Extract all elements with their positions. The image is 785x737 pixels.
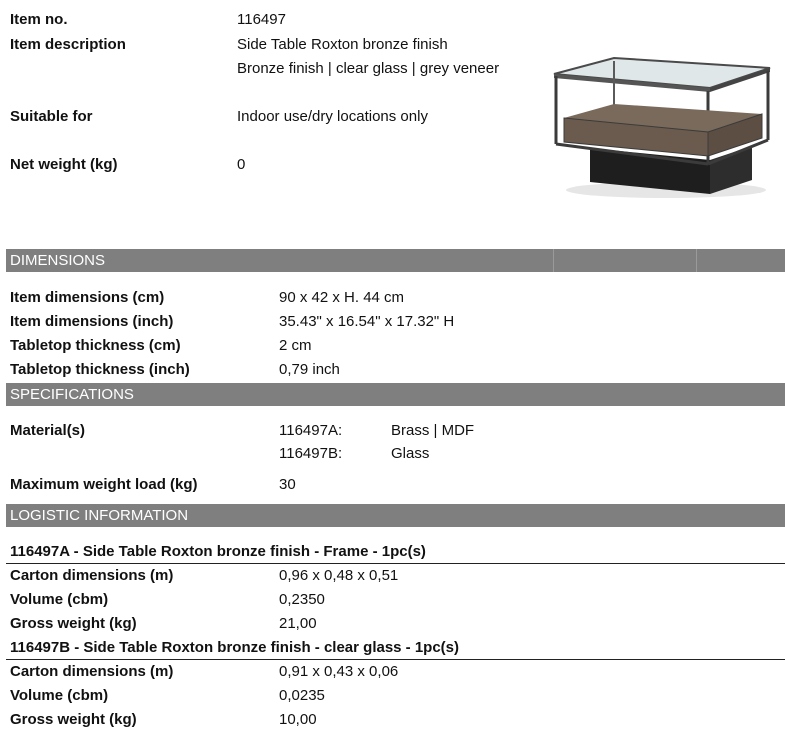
carton-dimensions-value: 0,91 x 0,43 x 0,06 (279, 663, 399, 680)
package-heading: 116497A - Side Table Roxton bronze finish - Frame - 1pc(s) (10, 543, 426, 560)
suitable-for-value: Indoor use/dry locations only (237, 108, 428, 125)
item-description-line1: Side Table Roxton bronze finish (237, 36, 448, 53)
material-code: 116497B: (279, 445, 343, 462)
gross-weight-value: 10,00 (279, 711, 317, 728)
divider (6, 563, 785, 564)
item-dimensions-cm-value: 90 x 42 x H. 44 cm (279, 289, 405, 306)
header-divider (553, 249, 554, 272)
gross-weight-label: Gross weight (kg) (10, 711, 137, 728)
material-code: 116497A: (279, 422, 343, 439)
item-no-label: Item no. (10, 11, 68, 28)
suitable-for-label: Suitable for (10, 108, 93, 125)
item-description-label: Item description (10, 36, 126, 53)
item-description-line2: Bronze finish | clear glass | grey veneer (237, 60, 500, 77)
logistic-section-header (6, 504, 785, 527)
net-weight-value: 0 (237, 156, 246, 173)
tabletop-thickness-inch-value: 0,79 inch (279, 361, 340, 378)
divider (6, 659, 785, 660)
gross-weight-value: 21,00 (279, 615, 317, 632)
volume-value: 0,2350 (279, 591, 325, 608)
carton-dimensions-label: Carton dimensions (m) (10, 663, 174, 680)
specifications-title: SPECIFICATIONS (10, 386, 134, 403)
package-heading: 116497B - Side Table Roxton bronze finish - clear glass - 1pc(s) (10, 639, 460, 656)
dimensions-section-header (6, 249, 785, 272)
item-no-value: 116497 (237, 11, 286, 28)
carton-dimensions-label: Carton dimensions (m) (10, 567, 174, 584)
volume-label: Volume (cbm) (10, 591, 109, 608)
tabletop-thickness-inch-label: Tabletop thickness (inch) (10, 361, 190, 378)
volume-value: 0,0235 (279, 687, 325, 704)
item-dimensions-inch-value: 35.43" x 16.54" x 17.32" H (279, 313, 455, 330)
item-dimensions-cm-label: Item dimensions (cm) (10, 289, 165, 306)
net-weight-label: Net weight (kg) (10, 156, 118, 173)
gross-weight-label: Gross weight (kg) (10, 615, 137, 632)
volume-label: Volume (cbm) (10, 687, 109, 704)
dimensions-title: DIMENSIONS (10, 252, 106, 269)
header-divider (696, 249, 697, 272)
tabletop-thickness-cm-value: 2 cm (279, 337, 312, 354)
item-dimensions-inch-label: Item dimensions (inch) (10, 313, 174, 330)
max-weight-load-label: Maximum weight load (kg) (10, 476, 198, 493)
logistic-title: LOGISTIC INFORMATION (10, 507, 189, 524)
max-weight-load-value: 30 (279, 476, 296, 493)
material-value: Glass (391, 445, 430, 462)
specifications-section-header (6, 383, 785, 406)
tabletop-thickness-cm-label: Tabletop thickness (cm) (10, 337, 181, 354)
material-value: Brass | MDF (391, 422, 475, 439)
product-image (548, 52, 780, 200)
carton-dimensions-value: 0,96 x 0,48 x 0,51 (279, 567, 399, 584)
materials-label: Material(s) (10, 422, 86, 439)
